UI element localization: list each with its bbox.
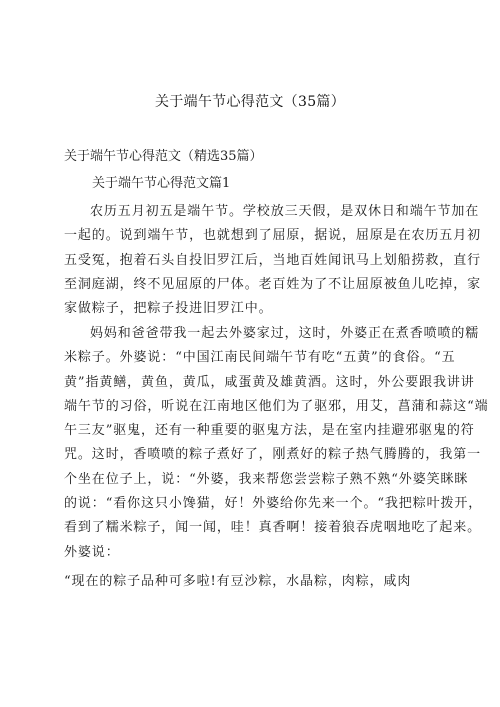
- paragraph-line: 黄”指黄鳝，黄鱼，黄瓜，咸蛋黄及雄黄酒。这时，外公要跟我讲讲: [64, 374, 475, 390]
- paragraph-1: [64, 200, 482, 321]
- paragraph-line: 个坐在位子上，说：“外婆，我来帮您尝尝粽子熟不熟“外婆笑眯眯: [64, 471, 469, 487]
- paragraph-line: 看到了糯米粽子，闻一闻，哇！真香啊！接着狼吞虎咽地吃了起来。: [64, 520, 482, 536]
- paragraph-line: 家做粽子，把粽子投进旧罗江中。: [64, 301, 273, 317]
- document-subtitle: 关于端午节心得范文（精选35篇）: [64, 149, 263, 164]
- paragraph-line: 妈妈和爸爸带我一起去外婆家过，这时，外婆正在煮香喷喷的糯: [90, 326, 480, 341]
- paragraph-line: 午三友”驱鬼，还有一种重要的驱鬼方法，是在室内挂避邪驱鬼的符: [64, 423, 475, 439]
- paragraph-3: [64, 570, 436, 594]
- paragraph-line: “现在的粽子品种可多啦!有豆沙粽，水晶粽，肉粽，咸肉: [64, 574, 412, 589]
- paragraph-line: 一起的。说到端午节，也就想到了屈原，据说，屈原是在农历五月初: [64, 228, 482, 244]
- paragraph-line: 咒。这时，香喷喷的粽子煮好了，刚煮好的粽子热气腾腾的，我第一: [64, 447, 482, 463]
- paragraph-line: 五受冤，抱着石头自投旧罗江后，当地百姓闻讯马上划船捞救，直行: [64, 252, 482, 268]
- paragraph-line: 至洞庭湖，终不见屈原的尸体。老百姓为了不让屈原被鱼儿吃掉，家: [64, 276, 482, 292]
- paragraph-line: 的说：“看你这只小馋猫，好！外婆给你先来一个。“我把粽叶拨开，: [64, 496, 483, 512]
- paragraph-2: [64, 322, 489, 565]
- paragraph-line: 米粽子。外婆说：“中国江南民间端午节有吃“五黄”的食俗。“五: [64, 350, 456, 366]
- document-title: 关于端午节心得范文（35篇）: [154, 94, 345, 110]
- paragraph-line: 外婆说：: [64, 544, 120, 560]
- paragraph-line: 农历五月初五是端午节。学校放三天假，是双休日和端午节加在: [90, 204, 480, 219]
- paragraph-line: 端午节的习俗，听说在江南地区他们为了驱邪，用艾，菖蒲和蒜这“端: [64, 398, 489, 414]
- section-heading: 关于端午节心得范文篇1: [92, 176, 231, 191]
